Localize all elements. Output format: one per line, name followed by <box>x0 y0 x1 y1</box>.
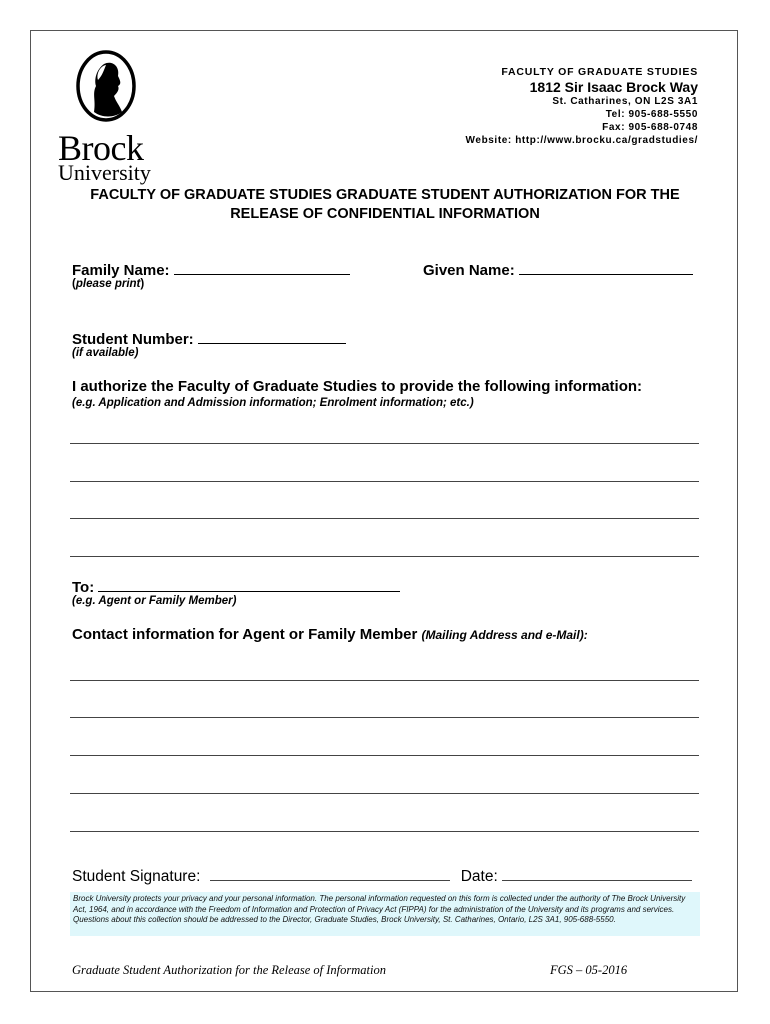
authorize-line-4[interactable] <box>70 556 699 557</box>
form-title-line1: FACULTY OF GRADUATE STUDIES GRADUATE STUDENT AUTHORIZATION FOR THE <box>90 187 680 203</box>
to-label: To: <box>72 579 95 596</box>
contact-label: Contact information for Agent or Family Member <box>72 626 418 643</box>
authorize-hint: (e.g. Application and Admission information; Enrolment information; etc.) <box>72 397 474 409</box>
address-tel: Tel: 905-688-5550 <box>605 109 698 120</box>
date-label: Date: <box>460 868 498 885</box>
contact-hint: (Mailing Address and e-Mail): <box>421 628 588 642</box>
address-fax: Fax: 905-688-0748 <box>602 122 698 133</box>
authorize-line-1[interactable] <box>70 443 699 444</box>
student-number-label: Student Number: <box>72 331 194 348</box>
address-website[interactable]: Website: http://www.brocku.ca/gradstudies/ <box>465 135 698 146</box>
brock-portrait-icon <box>76 50 136 122</box>
footer-form-code: FGS – 05-2016 <box>550 963 628 977</box>
date-field[interactable] <box>502 866 692 881</box>
student-number-field[interactable] <box>198 329 346 344</box>
address-faculty: FACULTY OF GRADUATE STUDIES <box>501 66 698 78</box>
signature-label: Student Signature: <box>72 868 201 885</box>
authorize-label: I authorize the Faculty of Graduate Studies to provide the following information: <box>72 378 643 395</box>
footer-form-title: Graduate Student Authorization for the Release of Information <box>72 963 386 977</box>
signature-row <box>72 866 692 886</box>
family-name-field[interactable] <box>174 260 350 275</box>
address-street: 1812 Sir Isaac Brock Way <box>529 79 698 95</box>
given-name-row <box>423 260 693 280</box>
brock-logo <box>40 18 186 185</box>
contact-line-4[interactable] <box>70 793 699 794</box>
family-name-label: Family Name: <box>72 262 170 279</box>
contact-row <box>72 626 588 644</box>
address-city: St. Catharines, ON L2S 3A1 <box>552 96 698 107</box>
form-title <box>50 186 720 224</box>
form-title-line2: RELEASE OF CONFIDENTIAL INFORMATION <box>230 206 540 222</box>
given-name-label: Given Name: <box>423 262 515 279</box>
to-field[interactable] <box>98 577 400 592</box>
contact-line-1[interactable] <box>70 680 699 681</box>
student-number-hint: (if available) <box>72 347 139 359</box>
authorize-line-3[interactable] <box>70 518 699 519</box>
given-name-field[interactable] <box>519 260 693 275</box>
privacy-notice: Brock University protects your privacy and your personal information. The personal information requested on this form is collected under the authority of The Brock University Act, 1964, and in accordance with the Freedom of Information and Protection of Privacy Act (FIPPA) for the administration of the University and its programs and services. Questions about this collection should be addressed to the Director, Graduate Studies, Brock University, St. Catharines, Ontario, L2S 3A1, 905-688-5550. <box>70 892 700 936</box>
authorize-line-2[interactable] <box>70 481 699 482</box>
contact-line-5[interactable] <box>70 831 699 832</box>
logo-wordmark-brock: Brock <box>58 128 144 168</box>
contact-line-2[interactable] <box>70 717 699 718</box>
address-block <box>466 66 698 147</box>
contact-line-3[interactable] <box>70 755 699 756</box>
family-name-hint: (please print) <box>72 278 145 290</box>
to-hint: (e.g. Agent or Family Member) <box>72 595 237 607</box>
logo-wordmark-university: University <box>58 160 151 185</box>
signature-field[interactable] <box>210 866 450 881</box>
